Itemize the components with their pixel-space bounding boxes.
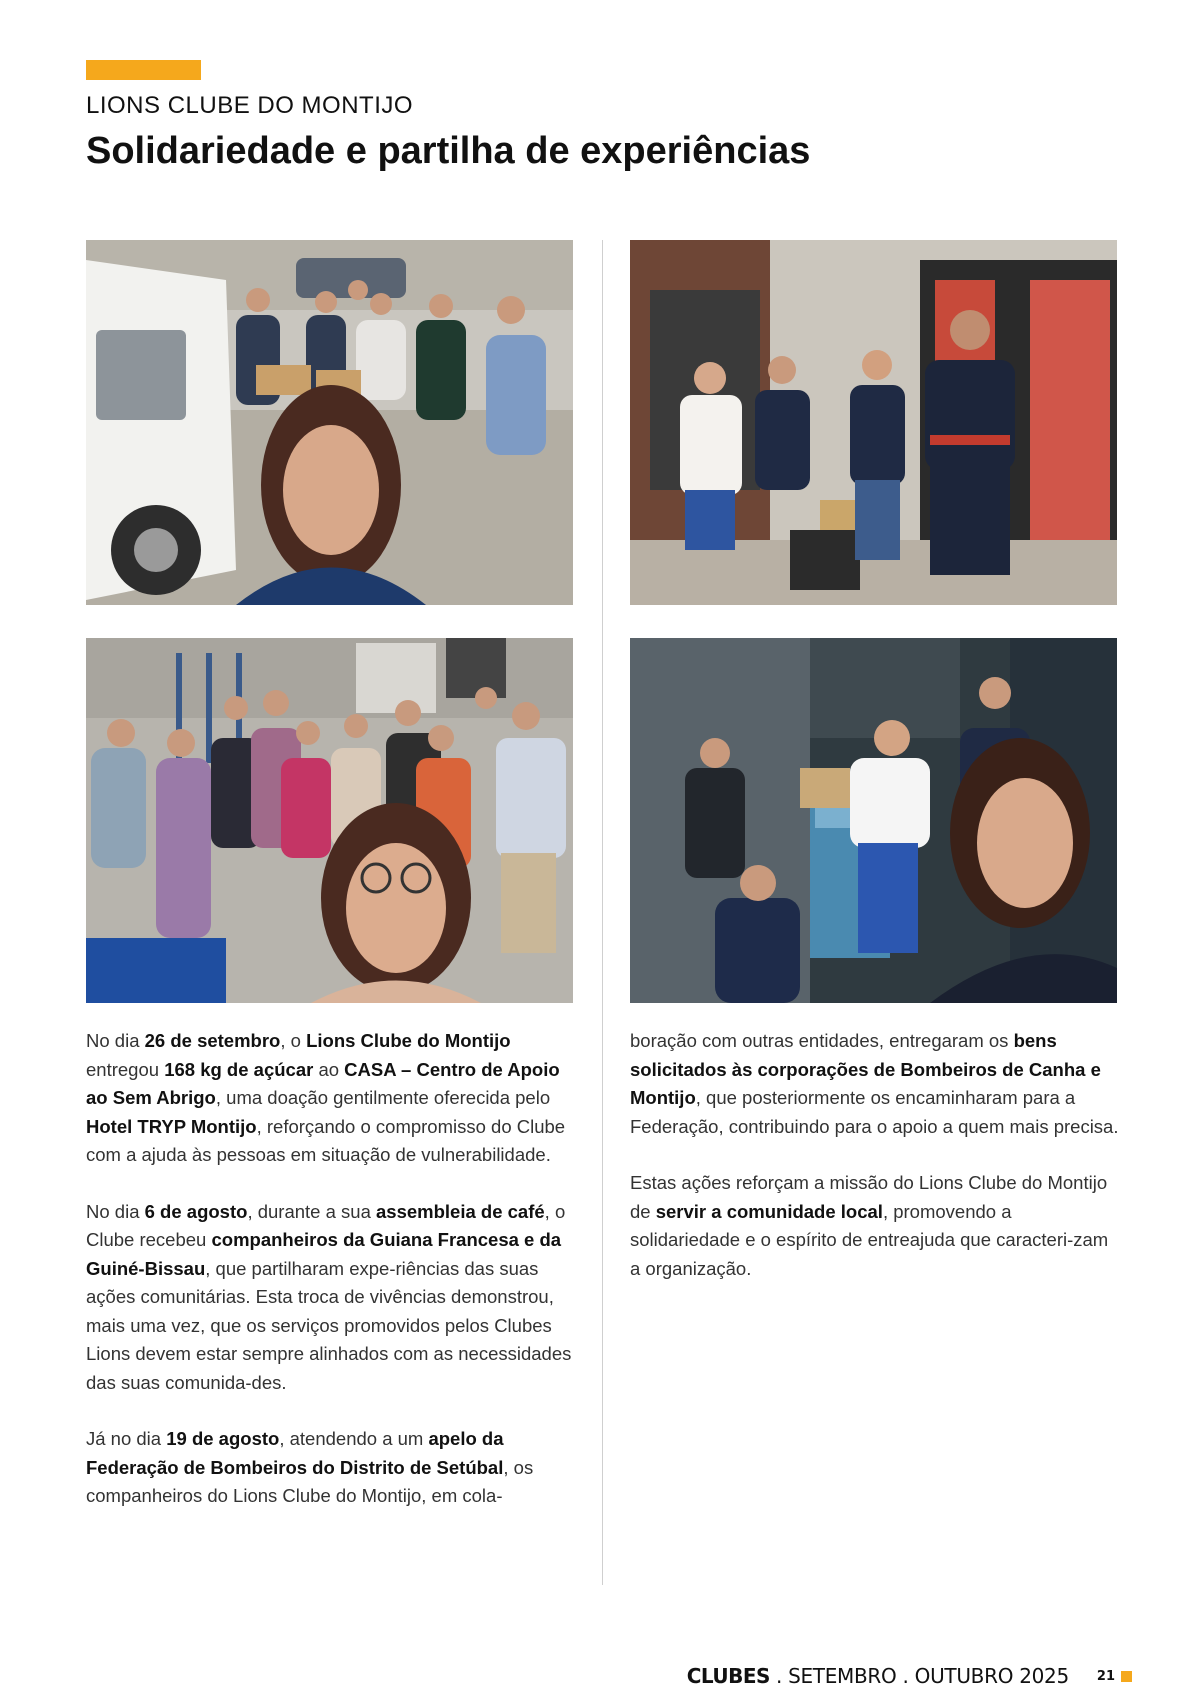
- body-text: , reforçando o compromisso do Clube com a ajuda às pessoas em situação de vulnerabilidade.: [86, 1115, 566, 1165]
- article-paragraph-3: [86, 1425, 578, 1511]
- body-text: , que posteriormente os encaminharam para a Federação, contribuindo para o apoio a quem mais precisa.: [630, 1087, 1119, 1137]
- photo-donation-goods-stairwell: [630, 638, 1117, 1003]
- body-text: , o Clube recebeu: [86, 1200, 566, 1250]
- body-text: No dia: [86, 1030, 145, 1051]
- emphasis-text: Hotel TRYP Montijo: [86, 1115, 257, 1137]
- body-text: , uma doação gentilmente oferecida pelo: [215, 1087, 551, 1108]
- body-text: , o: [280, 1030, 307, 1051]
- photo-group-sugar-delivery: [86, 240, 573, 605]
- footer-edition: . SETEMBRO . OUTUBRO 2025: [775, 1664, 1069, 1688]
- body-text: entregou: [86, 1058, 165, 1080]
- emphasis-text: 6 de agosto: [144, 1200, 248, 1222]
- article-paragraph-1: [86, 1027, 578, 1170]
- section-kicker: LIONS CLUBE DO MONTIJO: [86, 92, 414, 119]
- emphasis-text: assembleia de café: [376, 1200, 545, 1222]
- photo-firefighters-donation: [630, 240, 1117, 605]
- emphasis-text: apelo da Federação de Bombeiros do Distrito de Setúbal: [86, 1428, 504, 1478]
- footer-brand: CLUBES: [686, 1664, 770, 1688]
- emphasis-text: 26 de setembro: [144, 1030, 281, 1051]
- page-footer: [687, 1664, 1132, 1688]
- emphasis-text: 168 kg de açúcar: [164, 1058, 314, 1080]
- emphasis-text: 19 de agosto: [166, 1428, 280, 1449]
- photo-club-assembly-group: [86, 638, 573, 1003]
- article-column-left: [86, 1027, 578, 1539]
- article-paragraph-2: [86, 1198, 578, 1398]
- body-text: , promovendo a solidariedade e o espírito de entreajuda que caracteri-zam a organização.: [630, 1200, 1109, 1279]
- body-text: , durante a sua: [247, 1200, 376, 1222]
- body-text: , que partilharam expe-riências das suas ações comunitárias. Esta troca de vivências demonstrou, mais uma vez, que os serviços promovidos pelos Clubes Lions devem estar sempre alinhados com as necessidades das suas comunida-des.: [86, 1257, 572, 1393]
- article-paragraph-4: [630, 1027, 1122, 1141]
- page-number: 21: [1096, 1668, 1115, 1684]
- emphasis-text: CASA – Centro de Apoio ao Sem Abrigo: [86, 1058, 560, 1108]
- emphasis-text: bens solicitados às corporações de Bombeiros de Canha e Montijo: [630, 1030, 1101, 1108]
- page-title: Solidariedade e partilha de experiências: [86, 130, 811, 172]
- page-number-marker: [1121, 1671, 1132, 1682]
- emphasis-text: Lions Clube do Montijo: [306, 1030, 511, 1051]
- body-text: , atendendo a um: [279, 1428, 429, 1449]
- body-text: Já no dia: [86, 1428, 167, 1449]
- accent-bar: [86, 60, 201, 80]
- body-text: , os companheiros do Lions Clube do Montijo, em cola-: [86, 1456, 534, 1506]
- article-paragraph-5: [630, 1169, 1122, 1283]
- column-divider: [602, 240, 603, 1585]
- body-text: Estas ações reforçam a missão do Lions Clube do Montijo de: [630, 1172, 1108, 1222]
- body-text: boração com outras entidades, entregaram os: [630, 1030, 1014, 1051]
- emphasis-text: companheiros da Guiana Francesa e da Guiné-Bissau: [86, 1229, 562, 1279]
- emphasis-text: servir a comunidade local: [655, 1200, 883, 1222]
- article-column-right: [630, 1027, 1122, 1311]
- body-text: ao: [313, 1058, 345, 1080]
- body-text: No dia: [86, 1200, 145, 1222]
